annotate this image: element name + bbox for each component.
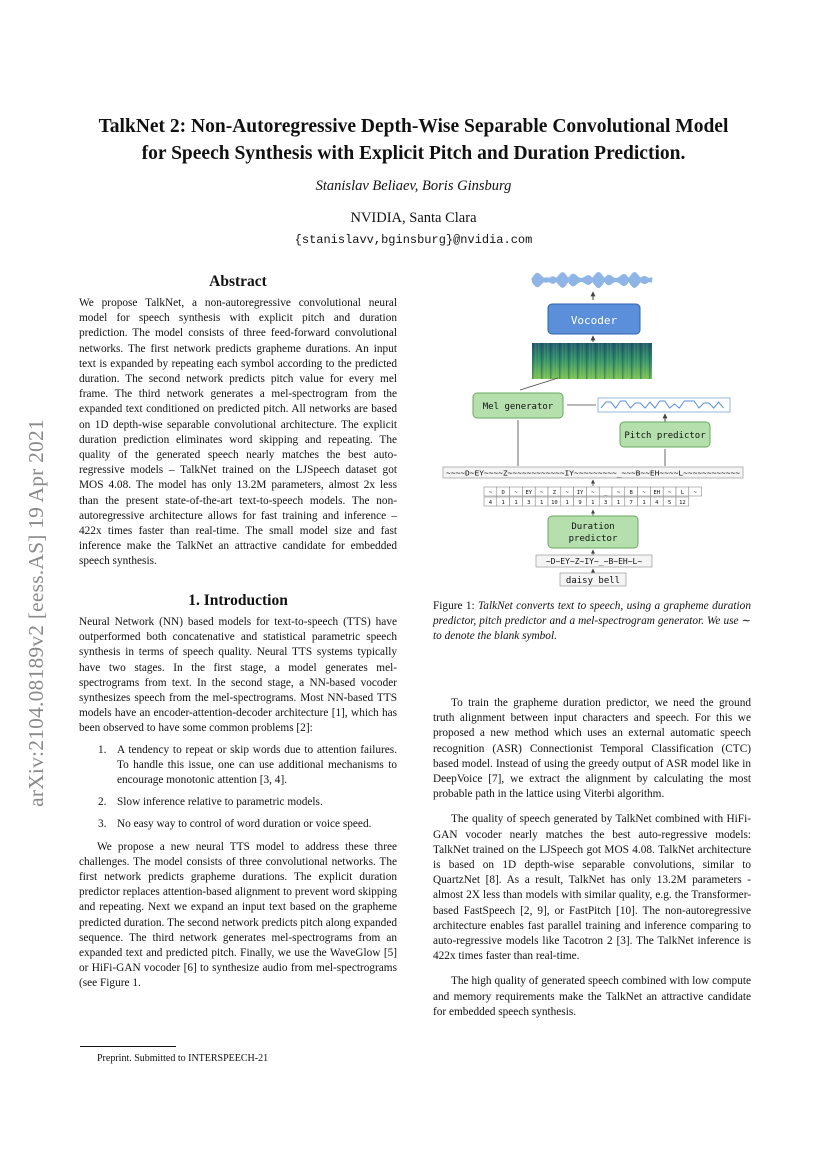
figure-diagram (440, 270, 746, 590)
abstract-text: We propose TalkNet, a non-autoregressive convolutional neural model for speech synthesis with explicit pitch and duration prediction. The model consists of three feed-forward convolutional networks. The first network predicts grapheme durations. An input text is expanded by repeating each symbol according to the predicted duration. The second network predicts pitch value for every mel frame. The third network generates a mel-spectrogram from the expanded text conditioned on predicted pitch. All networks are based on 1D depth-wise separable convolutional architecture. The explicit duration prediction eliminates word skipping and repeating. The quality of the generated speech nearly matches the best auto-regressive models – TalkNet trained on the LJSpeech dataset got MOS 4.08. The model has only 13.2M parameters, almost 2x less than the present state-of-the-art text-to-speech models. The non-autoregressive architecture allows for fast training and inference – 422x times faster than real-time. The small model size and fast inference make the TalkNet an attractive candidate for embedded speech synthesis. (79, 297, 397, 568)
duration-cell: 1 (539, 500, 544, 506)
abstract-heading: Abstract (209, 273, 267, 290)
caption-text: TalkNet converts text to speech, using a grapheme duration predictor, pitch predictor and a mel-spectrogram generator. We use ∼ to denote the blank symbol. (433, 600, 751, 643)
list-item: 1. A tendency to repeat or skip words due to attention failures. To handle this issue, one can use additional mechanisms to encourage monotonic attention [3, 4]. (98, 743, 397, 787)
token-cell: EY (525, 490, 533, 496)
right-paragraph-2: The quality of speech generated by TalkNet combined with HiFi-GAN vocoder nearly matches the best auto-regressive models: TalkNet trained on the LJSpeech got MOS 4.08. TalkNet architecture is based on 1D depth-wise separable convolutions, similar to QuartzNet [8]. As a result, TalkNet has only 13.2M parameters - almost 2X less than models with similar quality, e.g. the Transformer-based FastSpeech [2, 9], or FastPitch [10]. The non-autoregressive architecture enables fast parallel training and inference comparing to auto-regressive models like Tacotron 2 [3]. The TalkNet inference is 422x times faster than real-time. (433, 813, 751, 963)
token-cell: ~ (539, 490, 544, 496)
duration-label-line-2: predictor (568, 534, 618, 544)
duration-cell: 4 (488, 500, 493, 506)
token-cell: L (680, 490, 685, 496)
figure-caption (433, 599, 751, 645)
token-duration-grid (484, 487, 702, 506)
token-cell: ~ (642, 490, 646, 496)
intro-body (79, 615, 397, 992)
duration-cell: 10 (551, 500, 558, 506)
arxiv-stamp (24, 353, 52, 873)
token-cell: B (629, 490, 633, 496)
duration-cell: 1 (514, 500, 518, 506)
footnote: Preprint. Submitted to INTERSPEECH-21 (97, 1053, 269, 1064)
right-paragraph-3: The high quality of generated speech combined with low compute and memory requirements make the TalkNet an attractive candidate for embedded speech synthesis. (433, 975, 751, 1018)
footnote-rule (80, 1046, 176, 1047)
token-cell: ~ (667, 490, 672, 496)
caption-label: Figure 1: (433, 600, 479, 612)
intro-paragraph-2: We propose a new neural TTS model to address these three challenges. The model consists of three convolutional networks. The first network predicts grapheme durations. The explicit duration predictor replaces attention-based alignment to prevent word skipping and repeating. Next we expand an input text based on the grapheme predicted duration. The second network predicts pitch along expanded sequence. The third network generates mel-spectrograms from an expanded text and predicted pitch. Finally, we use the WaveGlow [5] or HiFi-GAN vocoder [6] to synthesize audio from mel-spectrograms (see Figure 1. (79, 840, 397, 990)
duration-cell: 1 (565, 500, 569, 506)
list-item: 3. No easy way to control of word duration or voice speed. (98, 818, 372, 831)
token-cell: ~ (616, 490, 621, 496)
duration-cell: 1 (591, 500, 595, 506)
duration-label-line-1: Duration (571, 522, 615, 532)
duration-cell: 1 (501, 500, 505, 506)
token-cell: IY (576, 490, 584, 496)
authors: Stanislav Beliaev, Boris Ginsburg (315, 178, 512, 194)
expanded-text: ~~~~D~EY~~~~Z~~~~~~~~~~~~IY~~~~~~~~~_~~~B~~EH~~~~L~~~~~~~~~~~~ (446, 469, 740, 478)
duration-cell: 12 (679, 500, 686, 506)
token-cell: ~ (693, 490, 697, 496)
token-cell: ~ (488, 490, 493, 496)
email: {stanislavv,bginsburg}@nvidia.com (294, 233, 533, 247)
figure-1 (440, 270, 746, 590)
token-cell: D (501, 490, 505, 496)
list-item: 2. Slow inference relative to parametric models. (98, 796, 323, 809)
right-column-body (433, 696, 751, 1020)
duration-cell: 5 (667, 500, 672, 506)
intro-paragraph-1: Neural Network (NN) based models for text-to-speech (TTS) have outperformed both concatenative and statistical parametric speech synthesis in terms of speech quality. Neural TTS systems typically have two stages. In the first stage, a model generates mel-spectrograms from text. In the second stage, a NN-based vocoder synthesizes speech from the mel-spectrograms. Most NN-based TTS models have an encoder-attention-decoder architecture [1], which has been observed to have some common problems [2]: (79, 616, 397, 735)
duration-cell: 9 (578, 500, 582, 506)
token-cell: ~ (565, 490, 569, 496)
input-text: daisy bell (565, 576, 621, 586)
waveform-graphic (532, 272, 652, 288)
token-cell: ~ (514, 490, 518, 496)
intro-heading: 1. Introduction (188, 592, 288, 609)
duration-cell: 1 (642, 500, 646, 506)
affiliation: NVIDIA, Santa Clara (350, 210, 477, 226)
vocoder-label: Vocoder (570, 314, 618, 327)
mel-generator-label: Mel generator (482, 402, 554, 412)
duration-cell: 1 (616, 500, 621, 506)
problem-list (79, 743, 397, 833)
abstract-body (79, 296, 397, 570)
duration-cell: 3 (527, 500, 531, 506)
token-cell: ~ (591, 490, 595, 496)
paper-title (60, 113, 767, 167)
token-cell: _ (603, 490, 608, 496)
token-cell: EH (653, 490, 661, 496)
right-paragraph-1: To train the grapheme duration predictor, we need the ground truth alignment between input characters and speech. For this we proposed a new method which uses an external automatic speech recognition (ASR) Connectionist Temporal Classification (CTC) based model. Instead of using the greedy output of ASR model like in DeepVoice [7], we extract the alignment by calculating the most probable path in the lattice using Viterbi algorithm. (433, 697, 751, 801)
duration-cell: 3 (603, 500, 608, 506)
title-line-1: TalkNet 2: Non-Autoregressive Depth-Wise Separable Convolutional Model (98, 116, 729, 137)
duration-cell: 4 (655, 500, 659, 506)
arxiv-id: arXiv:2104.08189v2 [eess.AS] 19 Apr 2021 (24, 419, 48, 807)
pitch-predictor-label: Pitch predictor (624, 431, 706, 441)
duration-cell: 7 (629, 500, 633, 506)
token-cell: Z (552, 490, 557, 496)
blank-text: ~D~EY~Z~IY~_~B~EH~L~ (545, 557, 643, 566)
title-line-2: for Speech Synthesis with Explicit Pitch and Duration Prediction. (141, 143, 686, 164)
